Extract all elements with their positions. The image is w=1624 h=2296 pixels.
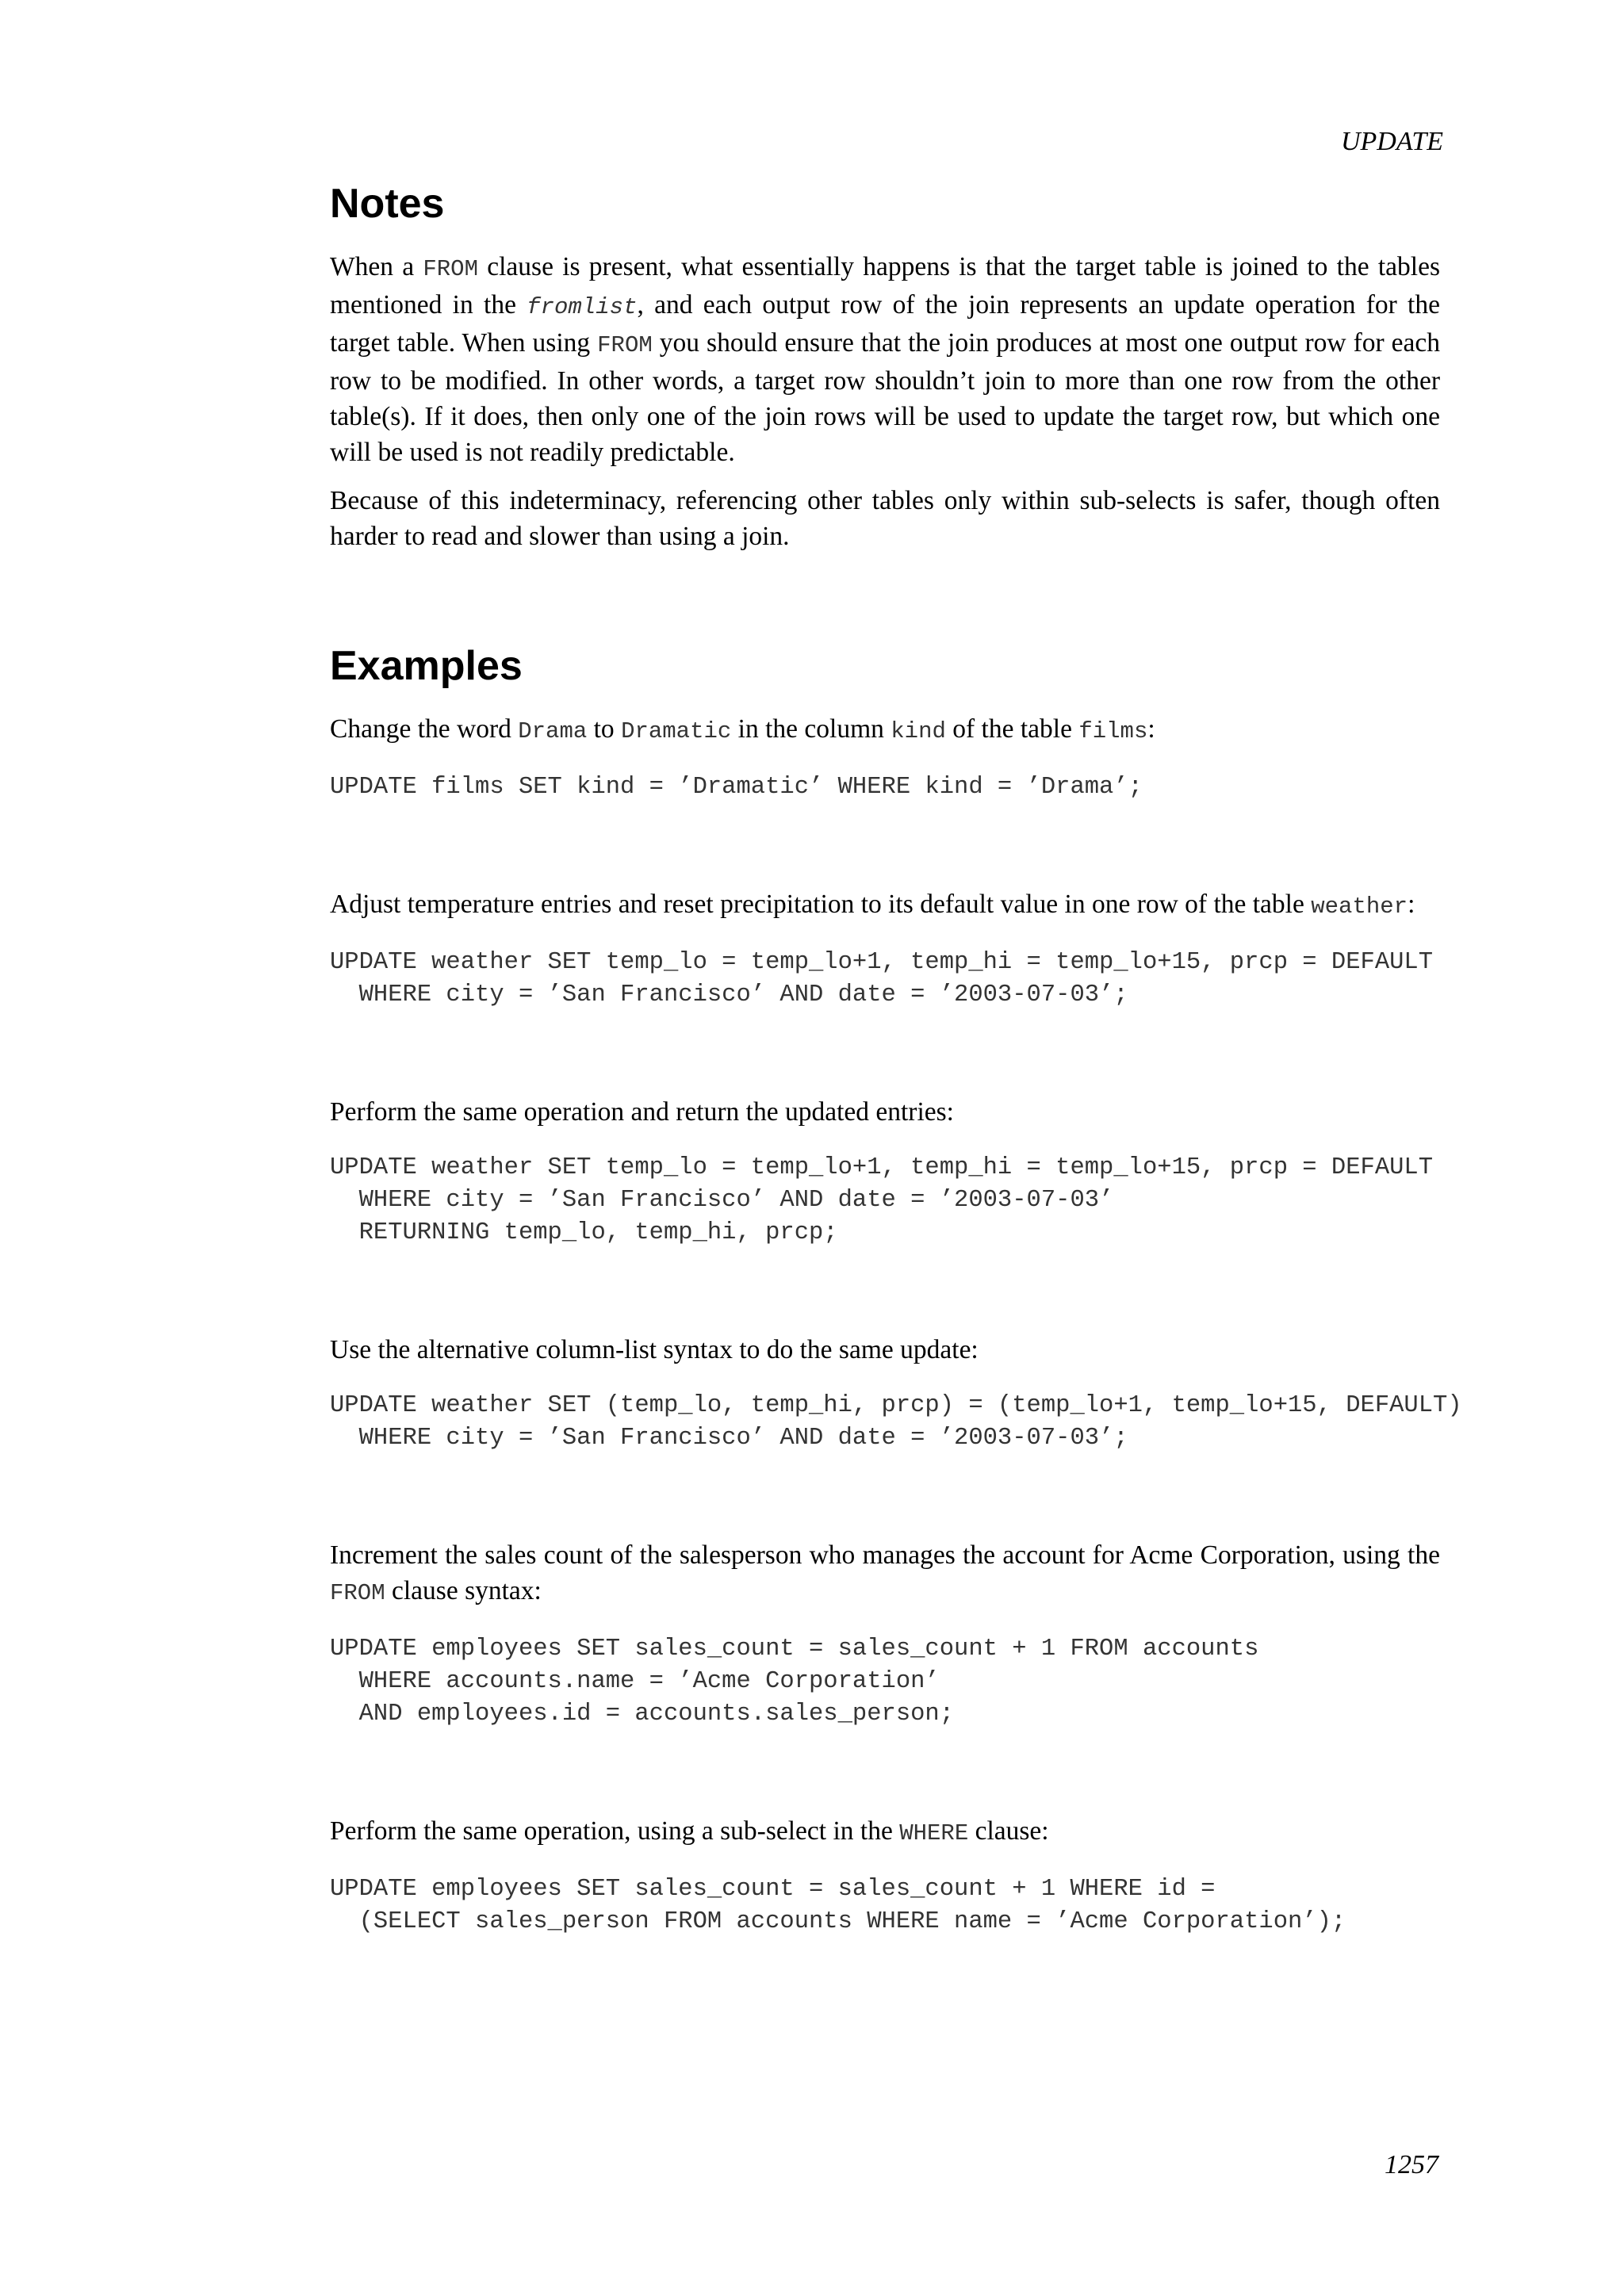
notes-paragraph-1: When a FROM clause is present, what essentially happens is that the target table is joined to the tables mentioned in the fromlist, and each output row of the join represents an update operation for the target table. When using FROM you should ensure that the join produces at most one output row for each row to be modified. In other words, a target row shouldn’t join to more than one row from the other table(s). If it does, then only one of the join rows will be used to update the target row, but which one will be used is not readily predictable. [330, 251, 1440, 467]
example-3-description: Perform the same operation and return the updated entries: [330, 1096, 954, 1127]
literal-from: FROM [423, 255, 478, 282]
notes-paragraph-2: Because of this indeterminacy, referencing other tables only within sub-selects is safer, though often harder to read and slower than using a join. [330, 485, 1440, 551]
literal-from: FROM [597, 331, 653, 358]
example-4-code: UPDATE weather SET (temp_lo, temp_hi, prcp) = (temp_lo+1, temp_lo+15, DEFAULT) WHERE city = ’San Francisco’ AND date = ’2003-07-03’; [330, 1391, 1462, 1452]
example-3-code: UPDATE weather SET temp_lo = temp_lo+1, temp_hi = temp_lo+15, prcp = DEFAULT WHERE city = ’San Francisco’ AND date = ’2003-07-03’ RETURNING temp_lo, temp_hi, prcp; [330, 1154, 1434, 1246]
replaceable-fromlist: fromlist [527, 293, 638, 320]
notes-heading: Notes [330, 181, 445, 227]
example-1-description: Change the word Drama to Dramatic in the column kind of the table films: [330, 714, 1155, 744]
example-2-description: Adjust temperature entries and reset precipitation to its default value in one row of the table weather: [330, 889, 1415, 920]
example-6-description: Perform the same operation, using a sub-select in the WHERE clause: [330, 1816, 1049, 1846]
page-content [330, 181, 1462, 1938]
example-2-code: UPDATE weather SET temp_lo = temp_lo+1, temp_hi = temp_lo+15, prcp = DEFAULT WHERE city = ’San Francisco’ AND date = ’2003-07-03’; [330, 948, 1434, 1008]
example-5-code: UPDATE employees SET sales_count = sales_count + 1 FROM accounts WHERE accounts.name = ’Acme Corporation’ AND employees.id = accounts.sales_person; [330, 1635, 1259, 1728]
examples-heading: Examples [330, 642, 523, 689]
running-head: UPDATE [1340, 127, 1443, 156]
example-5-description: Increment the sales count of the salesperson who manages the account for Acme Corporation, using the FROM clause syntax: [330, 1540, 1440, 1606]
example-1-code: UPDATE films SET kind = ’Dramatic’ WHERE kind = ’Drama’; [330, 773, 1143, 801]
example-4-description: Use the alternative column-list syntax to do the same update: [330, 1334, 979, 1364]
example-6-code: UPDATE employees SET sales_count = sales_count + 1 WHERE id = (SELECT sales_person FROM accounts WHERE name = ’Acme Corporation’); [330, 1875, 1346, 1935]
page-number: 1257 [1385, 2150, 1438, 2179]
